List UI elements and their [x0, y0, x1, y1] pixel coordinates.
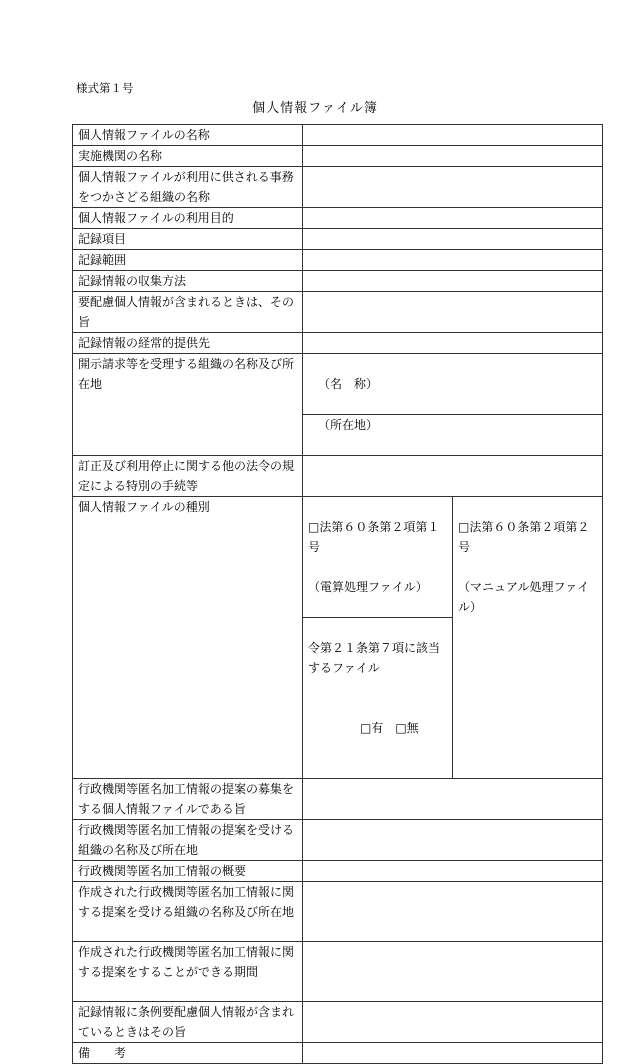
row-value[interactable]: [303, 250, 603, 271]
row-value[interactable]: [303, 229, 603, 250]
office-name-field[interactable]: [303, 374, 602, 394]
ordinance-applicable-block: [303, 617, 452, 758]
row-label: 訂正及び利用停止に関する他の法令の規定による特別の手続等: [73, 456, 303, 497]
form-number: 様式第１号: [76, 81, 134, 95]
row-label: 記録情報に条例要配慮個人情報が含まれているときはその旨: [73, 1002, 303, 1043]
row-value[interactable]: [303, 292, 603, 333]
row-label: 個人情報ファイルが利用に供される事務をつかさどる組織の名称: [73, 167, 303, 208]
row-value[interactable]: [303, 861, 603, 882]
row-label: 個人情報ファイルの名称: [73, 125, 303, 146]
row-label: 記録範囲: [73, 250, 303, 271]
row-value[interactable]: [303, 820, 603, 861]
office-cell: [303, 354, 603, 456]
row-value[interactable]: [303, 208, 603, 229]
row-value[interactable]: [303, 167, 603, 208]
table-row: [73, 942, 603, 1002]
row-label: 作成された行政機関等匿名加工情報に関する提案を受ける組織の名称及び所在地: [73, 882, 303, 942]
table-row: [73, 779, 603, 820]
personal-info-file-register-table: [72, 124, 603, 1064]
row-value[interactable]: [303, 271, 603, 292]
row-label: 作成された行政機関等匿名加工情報に関する提案をすることができる期間: [73, 942, 303, 1002]
file-kind-manual-cell: [453, 497, 603, 779]
table-row: [73, 1043, 603, 1064]
row-label: 行政機関等匿名加工情報の概要: [73, 861, 303, 882]
row-label: 開示請求等を受理する組織の名称及び所在地: [73, 354, 303, 456]
table-row: [73, 497, 603, 779]
office-name-label: （名 称）: [318, 377, 379, 391]
row-value[interactable]: [303, 779, 603, 820]
table-row: [73, 1002, 603, 1043]
row-label: 個人情報ファイルの種別: [73, 497, 303, 779]
row-label: 行政機関等匿名加工情報の提案の募集をする個人情報ファイルである旨: [73, 779, 303, 820]
row-label: 記録項目: [73, 229, 303, 250]
document-title: 個人情報ファイル簿: [252, 101, 378, 116]
row-label: 記録情報の経常的提供先: [73, 333, 303, 354]
file-kind-manual-sub: （マニュアル処理ファイル）: [458, 580, 590, 614]
file-kind-electronic-checkbox[interactable]: □法第６０条第２項第１号: [308, 520, 440, 554]
table-row: [73, 292, 603, 333]
table-row: [73, 820, 603, 861]
file-kind-electronic-cell: [303, 497, 453, 779]
row-value[interactable]: [303, 882, 603, 942]
table-row: [73, 229, 603, 250]
office-location-field[interactable]: [303, 414, 602, 435]
row-value[interactable]: [303, 942, 603, 1002]
row-label: 記録情報の収集方法: [73, 271, 303, 292]
row-value[interactable]: [303, 1043, 603, 1064]
table-row: [73, 250, 603, 271]
table-row: [73, 354, 603, 456]
table-row: [73, 861, 603, 882]
row-label: 行政機関等匿名加工情報の提案を受ける組織の名称及び所在地: [73, 820, 303, 861]
table-row: [73, 208, 603, 229]
row-value[interactable]: [303, 1002, 603, 1043]
file-kind-electronic-sub: （電算処理ファイル）: [308, 580, 428, 594]
table-row: [73, 333, 603, 354]
yes-checkbox[interactable]: □有: [360, 721, 384, 735]
table-row: [73, 882, 603, 942]
table-row: [73, 146, 603, 167]
row-value[interactable]: [303, 125, 603, 146]
row-value[interactable]: [303, 146, 603, 167]
row-value[interactable]: [303, 456, 603, 497]
row-label: 個人情報ファイルの利用目的: [73, 208, 303, 229]
row-label: 実施機関の名称: [73, 146, 303, 167]
yes-no-checks: [308, 698, 448, 738]
table-row: [73, 271, 603, 292]
table-row: [73, 456, 603, 497]
file-kind-manual-checkbox[interactable]: □法第６０条第２項第２号: [458, 520, 590, 554]
row-label: 備 考: [73, 1043, 303, 1064]
no-checkbox[interactable]: □無: [395, 721, 419, 735]
row-label: 要配慮個人情報が含まれるときは、その旨: [73, 292, 303, 333]
table-row: [73, 167, 603, 208]
office-location-label: （所在地）: [318, 418, 379, 432]
ordinance-applicable-label: 令第２１条第７項に該当するファイル: [308, 641, 441, 675]
table-row: [73, 125, 603, 146]
row-value[interactable]: [303, 333, 603, 354]
